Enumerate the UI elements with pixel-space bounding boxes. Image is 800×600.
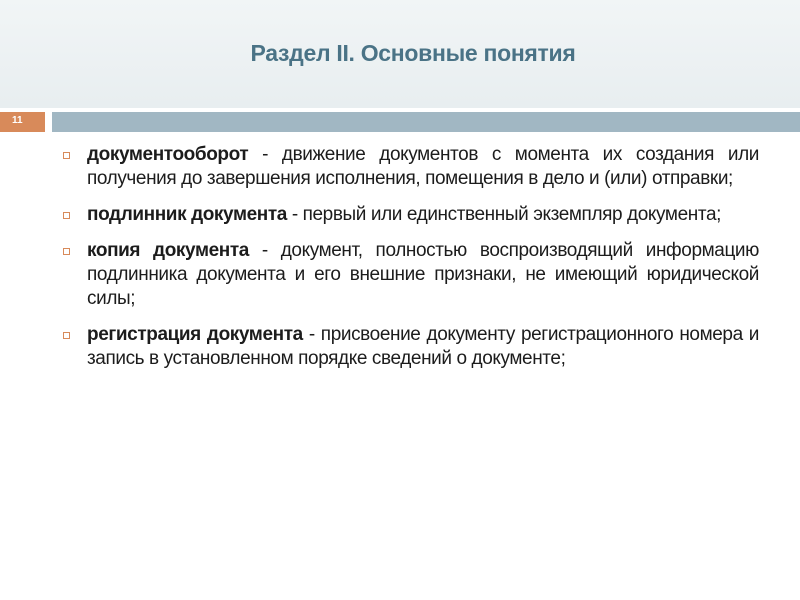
slide-title: Раздел II. Основные понятия [250,40,576,66]
slide-header [0,0,800,108]
definition: - движение документов с момента их создания или получения до завершения исполнения, помещения в дело и (или) отправки; [87,144,759,189]
slide-content [62,143,759,383]
term: документооборот [87,144,249,165]
square-bullet-icon [63,332,70,339]
list-item [62,143,759,191]
definition: - первый или единственный экземпляр документа; [286,204,721,225]
term: подлинник документа [87,204,287,225]
slide-number: 11 [12,115,23,126]
term: регистрация документа [87,324,303,345]
term: копия документа [87,240,249,261]
list-item [62,323,759,371]
divider-bar [52,112,800,132]
list-item [62,203,759,227]
square-bullet-icon [63,152,70,159]
list-item [62,239,759,311]
definition: - присвоение документу регистрационного номера и запись в установленном порядке сведений о документе; [87,324,760,369]
square-bullet-icon [63,248,70,255]
definition: - документ, полностью воспроизводящий информацию подлинника документа и его внешние признаки, не имеющий юридической силы; [87,240,759,309]
square-bullet-icon [63,212,70,219]
